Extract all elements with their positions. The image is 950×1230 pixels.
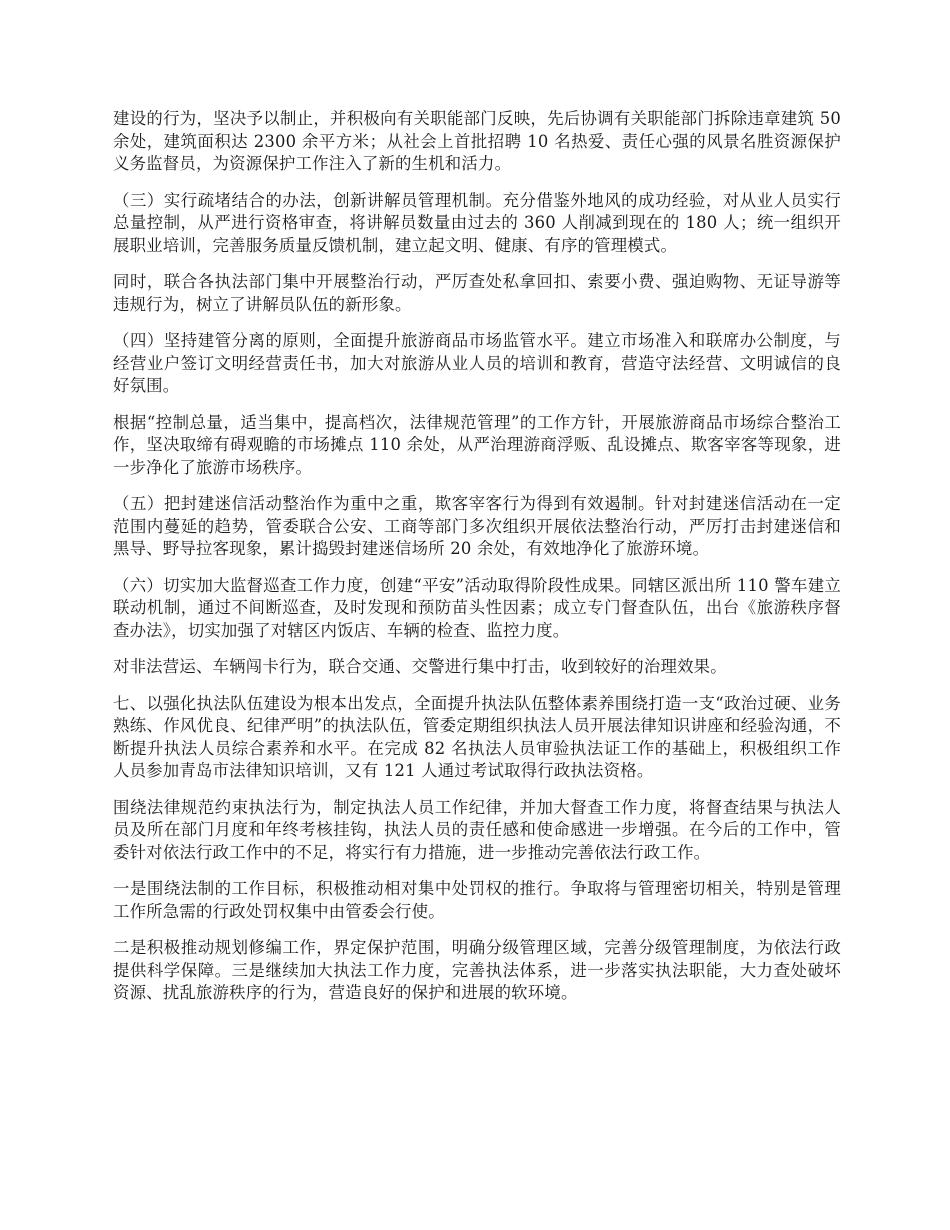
paragraph: 七、以强化执法队伍建设为根本出发点，全面提升执法队伍整体素养围绕打造一支“政治过硬、业务熟练、作风优良、纪律严明”的执法队伍，管委定期组织执法人员开展法律知识讲座和经验沟通，不断提升执法人员综合素养和水平。在完成 82 名执法人员审验执法证工作的基础上，积极组织工作人员参加青岛市法律知识培训，又有 121 人通过考试取得行政执法资格。 [113,693,841,780]
paragraph: （四）坚持建管分离的原则，全面提升旅游商品市场监管水平。建立市场准入和联席办公制度，与经营业户签订文明经营责任书，加大对旅游从业人员的培训和教育，营造守法经营、文明诚信的良好氛围。 [113,331,841,395]
paragraph: 同时，联合各执法部门集中开展整治行动，严厉查处私拿回扣、索要小费、强迫购物、无证导游等违规行为，树立了讲解员队伍的新形象。 [113,272,841,314]
paragraph: （五）把封建迷信活动整治作为重中之重，欺客宰客行为得到有效遏制。针对封建迷信活动在一定范围内蔓延的趋势，管委联合公安、工商等部门多次组织开展依法整治行动，严厉打击封建迷信和黑导、野导拉客现象，累计捣毁封建迷信场所 20 余处，有效地净化了旅游环境。 [113,494,841,558]
paragraph: 根据“控制总量，适当集中，提高档次，法律规范管理”的工作方针，开展旅游商品市场综合整治工作，坚决取缔有碍观瞻的市场摊点 110 余处，从严治理游商浮贩、乱设摊点、欺客宰客等现象，进一步净化了旅游市场秩序。 [113,412,841,477]
paragraph: 二是积极推动规划修编工作，界定保护范围，明确分级管理区域，完善分级管理制度，为依法行政提供科学保障。三是继续加大执法工作力度，完善执法体系，进一步落实执法职能，大力查处破坏资源、扰乱旅游秩序的行为，营造良好的保护和进展的软环境。 [113,938,841,1002]
paragraph: 对非法营运、车辆闯卡行为，联合交通、交警进行集中打击，收到较好的治理效果。 [113,657,727,676]
paragraph: 建设的行为，坚决予以制止，并积极向有关职能部门反映，先后协调有关职能部门拆除违章建筑 50 余处，建筑面积达 2300 余平方米；从社会上首批招聘 10 名热爱、责任心强的风景名胜资源保护义务监督员，为资源保护工作注入了新的生机和活力。 [113,109,841,173]
paragraph: （三）实行疏堵结合的办法，创新讲解员管理机制。充分借鉴外地风的成功经验，对从业人员实行总量控制，从严进行资格审查，将讲解员数量由过去的 360 人削减到现在的 180 人；统一组织开展职业培训，完善服务质量反馈机制，建立起文明、健康、有序的管理模式。 [113,190,841,255]
paragraph: 围绕法律规范约束执法行为，制定执法人员工作纪律，并加大督查工作力度，将督查结果与执法人员及所在部门月度和年终考核挂钩，执法人员的责任感和使命感进一步增强。在今后的工作中，管委针对依法行政工作中的不足，将实行有力措施，进一步推动完善依法行政工作。 [113,797,841,862]
paragraph: （六）切实加大监督巡查工作力度，创建“平安”活动取得阶段性成果。同辖区派出所 110 警车建立联动机制，通过不间断巡查，及时发现和预防苗头性因素；成立专门督查队伍，出台《旅游秩序督查办法》，切实加强了对辖区内饭店、车辆的检查、监控力度。 [113,575,841,640]
paragraph: 一是围绕法制的工作目标，积极推动相对集中处罚权的推行。争取将与管理密切相关，特别是管理工作所急需的行政处罚权集中由管委会行使。 [113,879,841,921]
document-body [113,108,841,1019]
